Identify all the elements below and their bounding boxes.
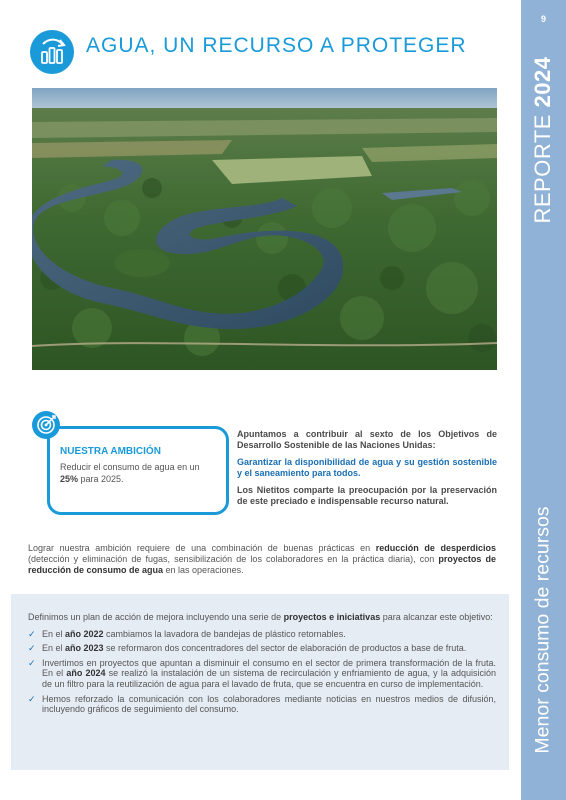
water-consumption-icon (30, 30, 74, 74)
check-icon: ✓ (28, 628, 36, 639)
ambition-text-part: para 2025. (78, 473, 124, 484)
text-run: cambiamos la lavadora de bandejas de plástico retornables. (103, 628, 346, 639)
text-bold: reducción de desperdicios (375, 543, 496, 553)
text-run: se realizó la instalación de un sistema de recirculación y enfriamiento de agua, y la adquisición de un filtro para la reutilización de agua para el lavado de fruta, que se encuentra en curso de implementación. (42, 668, 496, 689)
text-run: En el (42, 628, 66, 639)
sdg-statement (237, 429, 497, 513)
text-run: para alcanzar este objetivo: (380, 612, 493, 622)
report-label: REPORTE (530, 114, 555, 224)
text-bold: año 2022 (65, 628, 104, 639)
text-run: Invertimos en proyectos que apuntan a disminuir el consumo en el sector de primera transformación de la fruta. En el (42, 657, 496, 679)
ambition-paragraph (28, 543, 496, 575)
text-run: Hemos reforzado la comunicación con los colaboradores mediante noticias en nuestros medios de difusión, incluyendo gráficos de seguimiento del consumo. (42, 693, 496, 715)
aerial-river-photo (32, 88, 497, 370)
page-number: 9 (540, 14, 546, 24)
page-title: AGUA, UN RECURSO A PROTEGER (86, 34, 467, 57)
check-icon: ✓ (28, 657, 36, 668)
ambition-text (60, 462, 220, 485)
sdg-intro: Apuntamos a contribuir al sexto de los Objetivos de Desarrollo Sostenible de las Naciones Unidas: (237, 429, 497, 450)
list-item (28, 629, 496, 640)
report-title (530, 56, 556, 223)
list-item (28, 658, 496, 690)
text-bold: año 2023 (65, 643, 104, 654)
action-plan-list (28, 629, 496, 715)
ambition-text-part: Reducir el consumo de agua en un (60, 462, 200, 472)
text-run: Definimos un plan de acción de mejora incluyendo una serie de (28, 612, 284, 622)
check-icon: ✓ (28, 693, 36, 704)
ambition-title: NUESTRA AMBICIÓN (60, 446, 161, 457)
text-run: Lograr nuestra ambición requiere de una combinación de buenas prácticas en (28, 543, 376, 553)
list-item (28, 694, 496, 715)
text-bold: proyectos de reducción de consumo de agua (28, 553, 496, 575)
company-commitment: Los Nietitos comparte la preocupación por la preservación de este preciado e indispensable recurso natural. (237, 485, 497, 506)
text-bold: año 2024 (66, 668, 106, 679)
text-run: en las operaciones. (163, 564, 244, 575)
text-bold: proyectos e iniciativas (283, 612, 381, 622)
text-run: (detección y eliminación de fugas, sensibilización de los colaboradores en la práctica diaria), con (28, 553, 439, 564)
text-run: En el (42, 643, 66, 654)
report-year: 2024 (530, 56, 555, 108)
section-title-vertical: Menor consumo de recursos (531, 506, 554, 754)
target-icon (32, 411, 60, 439)
check-icon: ✓ (28, 643, 36, 654)
list-item (28, 643, 496, 654)
action-plan (28, 612, 496, 719)
action-plan-intro (28, 612, 496, 623)
text-run: se reformaron dos concentradores del sector de elaboración de productos a base de fruta. (103, 643, 467, 654)
sdg-goal: Garantizar la disponibilidad de agua y su gestión sostenible y el saneamiento para todos. (237, 457, 497, 478)
ambition-target-value: 25% (60, 473, 79, 484)
